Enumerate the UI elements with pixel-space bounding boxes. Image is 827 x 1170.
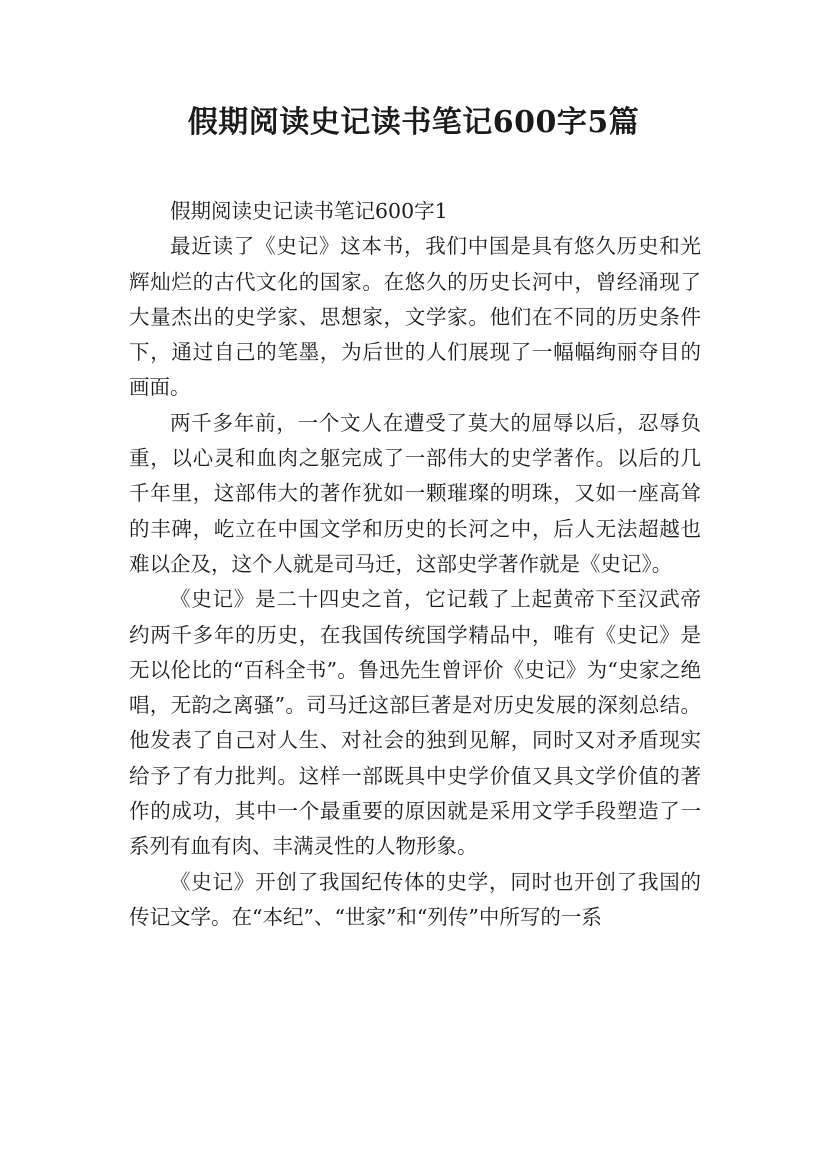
paragraph-1: 最近读了《史记》这本书，我们中国是具有悠久历史和光辉灿烂的古代文化的国家。在悠久的历史长河中，曾经涌现了大量杰出的史学家、思想家，文学家。他们在不同的历史条件下，通过自己的笔墨，为后世的人们展现了一幅幅绚丽夺目的画面。 bbox=[129, 234, 701, 400]
document-title: 假期阅读史记读书笔记600字5篇 bbox=[187, 105, 640, 140]
paragraph-3: 《史记》是二十四史之首，它记载了上起黄帝下至汉武帝约两千多年的历史，在我国传统国学精品中，唯有《史记》是无以伦比的“百科全书”。鲁迅先生曾评价《史记》为“史家之绝唱，无韵之离骚”。司马迁这部巨著是对历史发展的深刻总结。他发表了自己对人生、对社会的独到见解，同时又对矛盾现实给予了有力批判。这样一部既具中史学价值又具文学价值的著作的成功，其中一个最重要的原因就是采用文学手段塑造了一系列有血有肉、丰满灵性的人物形象。 bbox=[129, 587, 701, 859]
section-heading: 假期阅读史记读书笔记600字1 bbox=[170, 199, 448, 223]
paragraph-2: 两千多年前，一个文人在遭受了莫大的屈辱以后，忍辱负重，以心灵和血肉之躯完成了一部伟大的史学著作。以后的几千年里，这部伟大的著作犹如一颗璀璨的明珠，又如一座高耸的丰碑，屹立在中国文学和历史的长河之中，后人无法超越也难以企及，这个人就是司马迁，这部史学著作就是《史记》。 bbox=[129, 410, 701, 576]
paragraph-4: 《史记》开创了我国纪传体的史学，同时也开创了我国的传记文学。在“本纪”、“世家”和“列传”中所写的一系 bbox=[129, 869, 701, 929]
document-body bbox=[129, 194, 701, 935]
